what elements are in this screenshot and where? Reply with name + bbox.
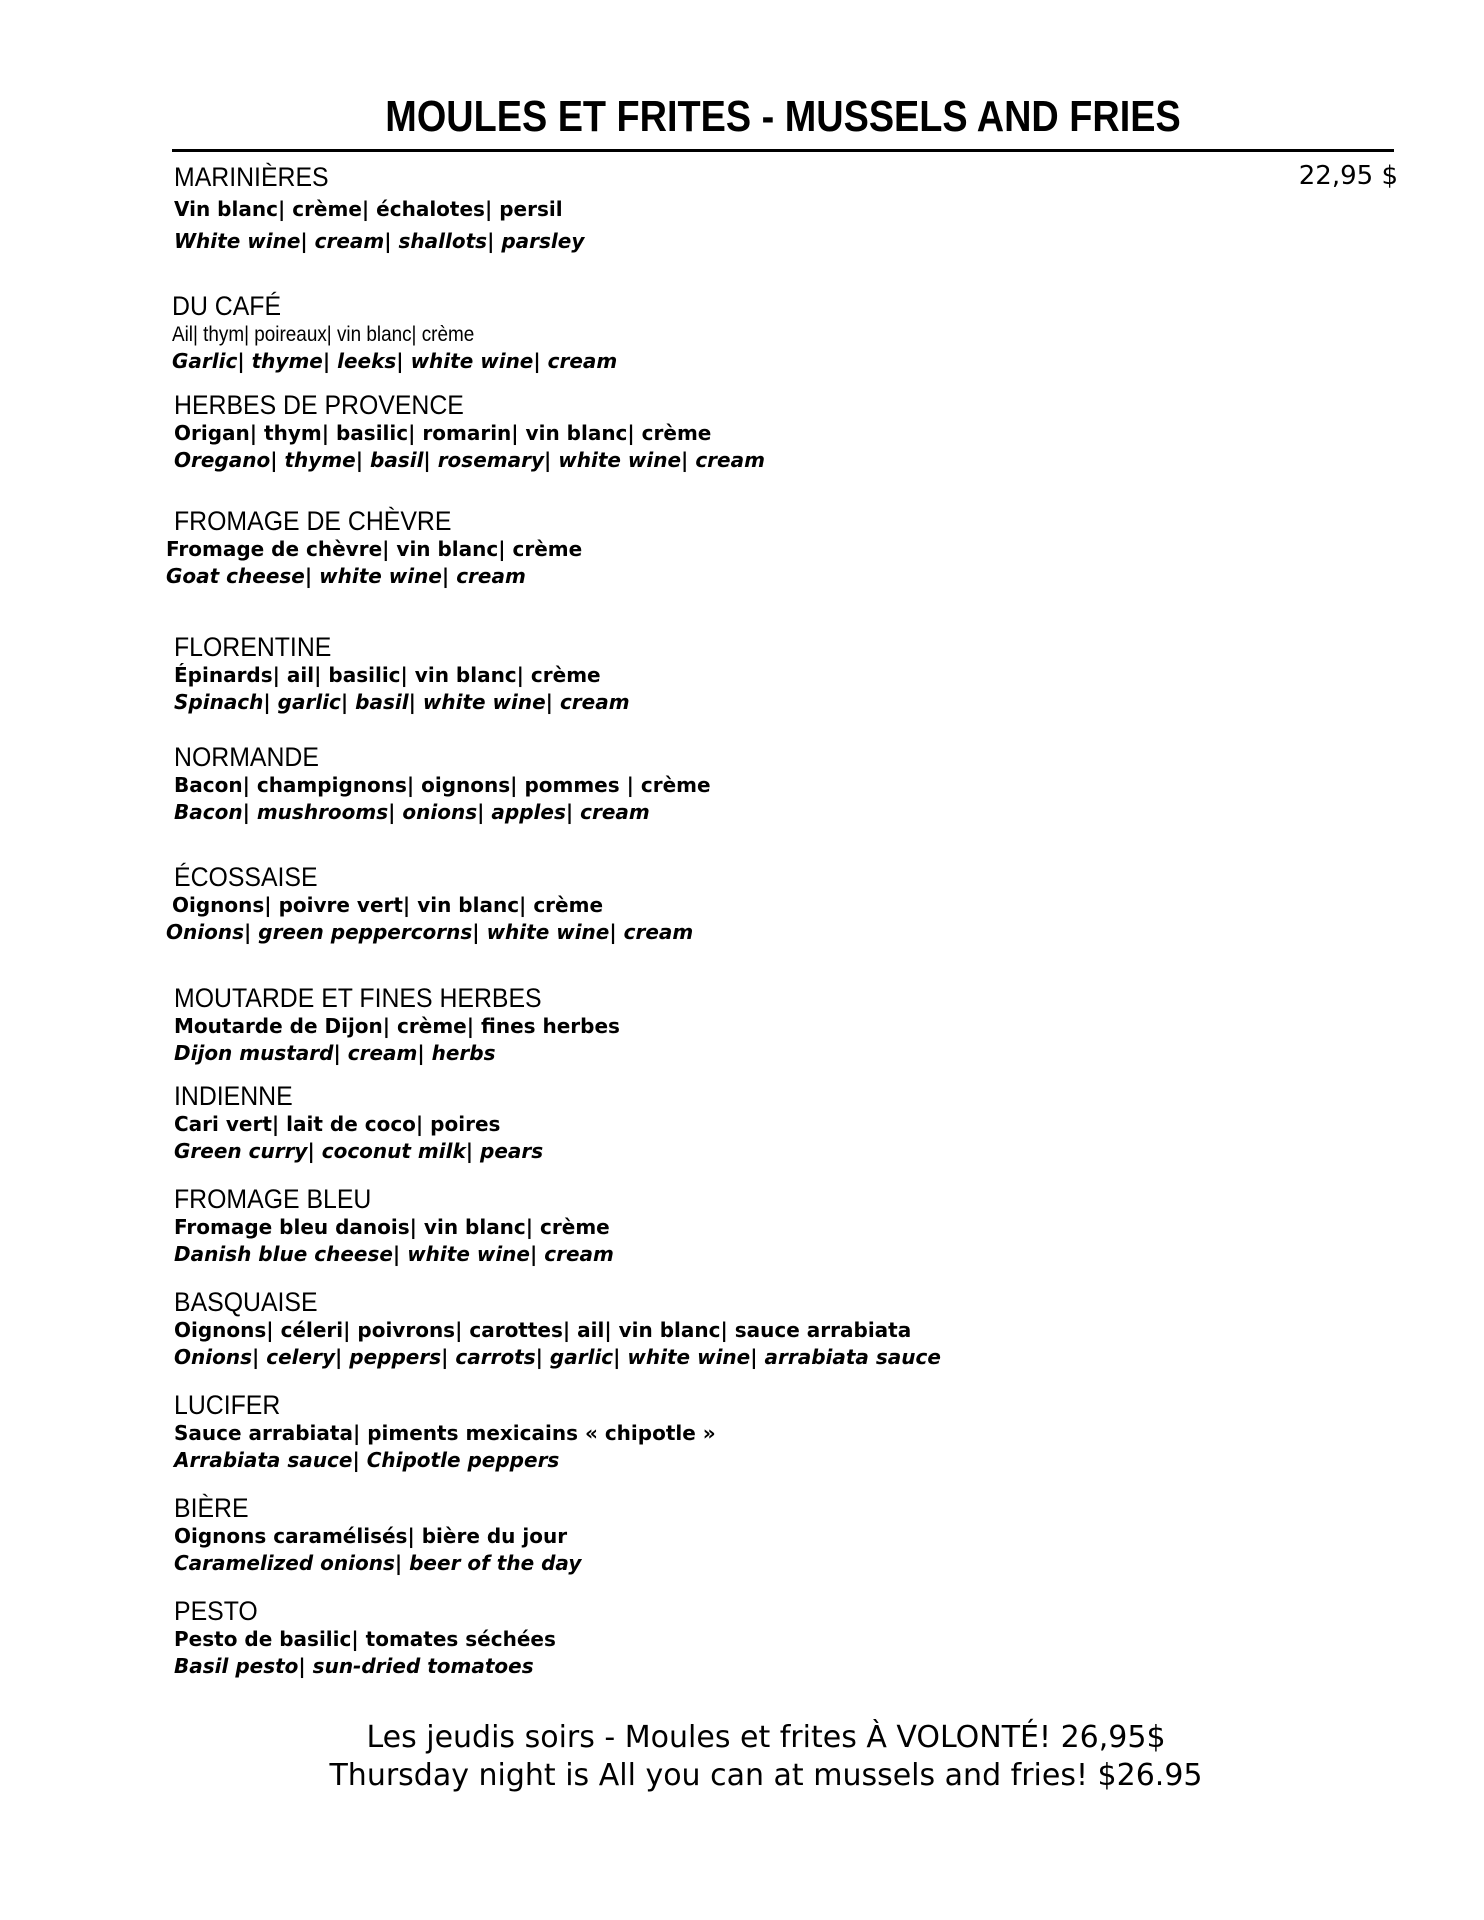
footer-english: Thursday night is All you can at mussels and fries! $26.95 bbox=[329, 1758, 1203, 1793]
menu-item-name: DU CAFÉ bbox=[172, 291, 282, 321]
menu-item-english: Basil pesto| sun-dried tomatoes bbox=[174, 1654, 534, 1678]
menu-item-biere bbox=[174, 1493, 1174, 1577]
menu-item-french: Cari vert| lait de coco| poires bbox=[174, 1112, 501, 1136]
menu-item-french: Oignons caramélisés| bière du jour bbox=[174, 1524, 568, 1548]
menu-item-herbes-de-provence bbox=[174, 390, 1174, 474]
menu-item-english: Onions| celery| peppers| carrots| garlic| white wine| arrabiata sauce bbox=[174, 1345, 941, 1369]
menu-item-english: Oregano| thyme| basil| rosemary| white wine| cream bbox=[174, 448, 765, 472]
menu-item-english: Dijon mustard| cream| herbs bbox=[174, 1041, 496, 1065]
menu-item-name: MARINIÈRES bbox=[174, 162, 329, 192]
menu-item-name: NORMANDE bbox=[174, 742, 319, 772]
menu-item-french: Fromage de chèvre| vin blanc| crème bbox=[166, 537, 583, 561]
title-underline bbox=[172, 149, 1394, 152]
menu-item-english: Spinach| garlic| basil| white wine| cream bbox=[174, 690, 630, 714]
menu-item-florentine bbox=[174, 632, 1174, 716]
menu-item-french: Moutarde de Dijon| crème| fines herbes bbox=[174, 1014, 620, 1038]
page-title: MOULES ET FRITES - MUSSELS AND FRIES bbox=[385, 92, 1181, 141]
menu-item-lucifer bbox=[174, 1390, 1174, 1474]
menu-item-fromage-de-chevre bbox=[166, 506, 1174, 590]
menu-item-english: Caramelized onions| beer of the day bbox=[174, 1551, 582, 1575]
menu-item-fromage-bleu bbox=[174, 1184, 1174, 1268]
menu-item-french: Bacon| champignons| oignons| pommes | crème bbox=[174, 773, 711, 797]
menu-item-du-cafe bbox=[172, 291, 1172, 375]
menu-item-french: Ail| thym| poireaux| vin blanc| crème bbox=[172, 323, 475, 346]
menu-item-english: Garlic| thyme| leeks| white wine| cream bbox=[172, 349, 618, 373]
menu-item-normande bbox=[174, 742, 1174, 826]
menu-item-french: Pesto de basilic| tomates séchées bbox=[174, 1627, 556, 1651]
menu-item-pesto bbox=[174, 1596, 1174, 1680]
menu-item-french: Oignons| poivre vert| vin blanc| crème bbox=[172, 893, 604, 917]
menu-item-french: Sauce arrabiata| piments mexicains « chipotle » bbox=[174, 1421, 716, 1445]
menu-item-name: FROMAGE DE CHÈVRE bbox=[174, 506, 452, 536]
menu-item-english: Goat cheese| white wine| cream bbox=[166, 564, 526, 588]
menu-item-marinieres bbox=[174, 162, 1174, 255]
menu-item-name: BASQUAISE bbox=[174, 1287, 318, 1317]
menu-item-english: White wine| cream| shallots| parsley bbox=[174, 229, 585, 253]
menu-item-english: Danish blue cheese| white wine| cream bbox=[174, 1242, 614, 1266]
menu-item-french: Origan| thym| basilic| romarin| vin blanc| crème bbox=[174, 421, 712, 445]
menu-item-french: Fromage bleu danois| vin blanc| crème bbox=[174, 1215, 610, 1239]
menu-item-indienne bbox=[174, 1081, 1174, 1165]
menu-item-name: PESTO bbox=[174, 1596, 258, 1626]
menu-item-french: Épinards| ail| basilic| vin blanc| crème bbox=[174, 663, 601, 687]
menu-item-english: Bacon| mushrooms| onions| apples| cream bbox=[174, 800, 650, 824]
menu-item-name: LUCIFER bbox=[174, 1390, 281, 1420]
menu-item-moutarde bbox=[174, 983, 1174, 1067]
menu-item-english: Green curry| coconut milk| pears bbox=[174, 1139, 544, 1163]
menu-item-ecossaise bbox=[166, 862, 1174, 946]
menu-item-name: FROMAGE BLEU bbox=[174, 1184, 372, 1214]
price-label: 22,95 $ bbox=[1298, 161, 1398, 191]
menu-item-english: Arrabiata sauce| Chipotle peppers bbox=[174, 1448, 560, 1472]
menu-item-english: Onions| green peppercorns| white wine| cream bbox=[166, 920, 694, 944]
menu-item-french: Vin blanc| crème| échalotes| persil bbox=[174, 197, 563, 221]
menu-item-basquaise bbox=[174, 1287, 1174, 1371]
menu-item-name: INDIENNE bbox=[174, 1081, 293, 1111]
footer-french: Les jeudis soirs - Moules et frites À VOLONTÉ! 26,95$ bbox=[366, 1720, 1166, 1755]
menu-item-name: BIÈRE bbox=[174, 1493, 249, 1523]
menu-item-name: MOUTARDE ET FINES HERBES bbox=[174, 983, 542, 1013]
menu-item-name: ÉCOSSAISE bbox=[174, 862, 318, 892]
menu-item-name: HERBES DE PROVENCE bbox=[174, 390, 464, 420]
menu-item-name: FLORENTINE bbox=[174, 632, 332, 662]
menu-item-french: Oignons| céleri| poivrons| carottes| ail| vin blanc| sauce arrabiata bbox=[174, 1318, 912, 1342]
